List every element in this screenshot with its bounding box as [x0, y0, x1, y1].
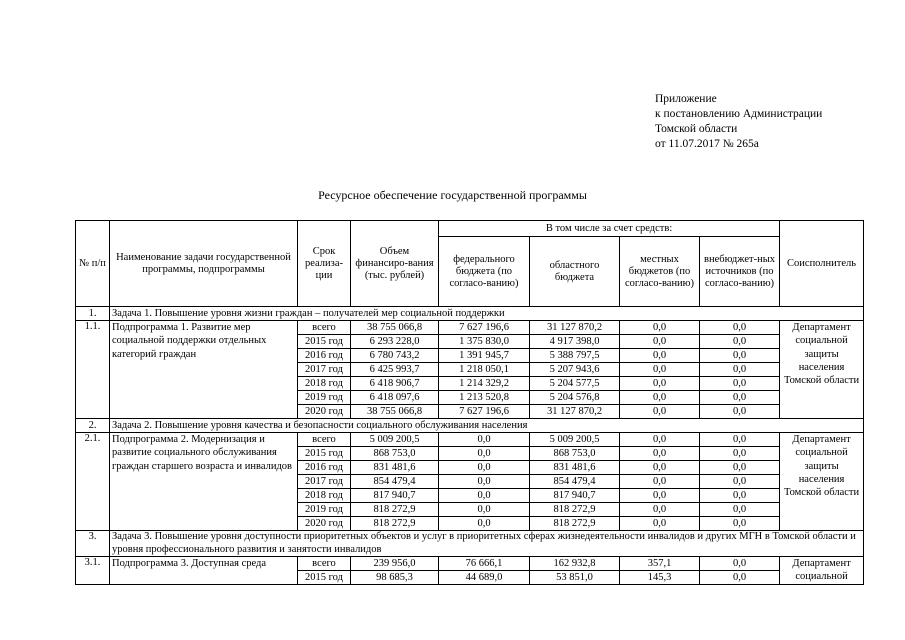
term-cell: 2018 год: [298, 377, 351, 391]
local-cell: 0,0: [620, 321, 700, 335]
term-cell: всего: [298, 321, 351, 335]
subprogram-num: 2.1.: [76, 433, 110, 531]
term-cell: 2020 год: [298, 405, 351, 419]
header-including: В том числе за счет средств:: [439, 221, 780, 237]
federal-cell: 0,0: [439, 433, 530, 447]
federal-cell: 0,0: [439, 475, 530, 489]
volume-cell: 817 940,7: [351, 489, 439, 503]
coexecutor-cell: Департамент социальной защиты населения Томской области: [780, 321, 864, 419]
extra-cell: 0,0: [700, 571, 780, 585]
coexecutor-cell: Департамент социальной: [780, 557, 864, 585]
regional-cell: 5 388 797,5: [530, 349, 620, 363]
regional-cell: 818 272,9: [530, 503, 620, 517]
extra-cell: 0,0: [700, 391, 780, 405]
header-regional: областного бюджета: [530, 237, 620, 307]
term-cell: 2020 год: [298, 517, 351, 531]
subprogram-num: 1.1.: [76, 321, 110, 419]
extra-cell: 0,0: [700, 447, 780, 461]
extra-cell: 0,0: [700, 503, 780, 517]
local-cell: 0,0: [620, 461, 700, 475]
local-cell: 0,0: [620, 447, 700, 461]
local-cell: 0,0: [620, 503, 700, 517]
volume-cell: 854 479,4: [351, 475, 439, 489]
local-cell: 145,3: [620, 571, 700, 585]
volume-cell: 38 755 066,8: [351, 405, 439, 419]
federal-cell: 0,0: [439, 517, 530, 531]
task-num: 1.: [76, 307, 110, 321]
federal-cell: 44 689,0: [439, 571, 530, 585]
volume-cell: 6 418 906,7: [351, 377, 439, 391]
header-coexecutor: Соисполнитель: [780, 221, 864, 307]
federal-cell: 1 213 520,8: [439, 391, 530, 405]
regional-cell: 31 127 870,2: [530, 405, 620, 419]
extra-cell: 0,0: [700, 363, 780, 377]
local-cell: 0,0: [620, 475, 700, 489]
header-extra: внебюджет-ных источников (по согласо-ванию): [700, 237, 780, 307]
extra-cell: 0,0: [700, 489, 780, 503]
regional-cell: 5 009 200,5: [530, 433, 620, 447]
appendix-block: [655, 92, 822, 152]
subprogram-name: Подпрограмма 2. Модернизация и развитие социального обслуживания граждан старшего возраста и инвалидов: [110, 433, 298, 531]
regional-cell: 817 940,7: [530, 489, 620, 503]
regional-cell: 831 481,6: [530, 461, 620, 475]
resource-table: [75, 220, 864, 585]
term-cell: 2015 год: [298, 571, 351, 585]
term-cell: 2015 год: [298, 447, 351, 461]
volume-cell: 6 293 228,0: [351, 335, 439, 349]
regional-cell: 162 932,8: [530, 557, 620, 571]
federal-cell: 7 627 196,6: [439, 321, 530, 335]
task-title: Задача 2. Повышение уровня качества и безопасности социального обслуживания населения: [110, 419, 864, 433]
extra-cell: 0,0: [700, 433, 780, 447]
local-cell: 0,0: [620, 377, 700, 391]
term-cell: всего: [298, 433, 351, 447]
volume-cell: 818 272,9: [351, 517, 439, 531]
header-volume: Объем финансиро-вания (тыс. рублей): [351, 221, 439, 307]
document-title: Ресурсное обеспечение государственной программы: [318, 188, 587, 202]
term-cell: 2019 год: [298, 503, 351, 517]
local-cell: 0,0: [620, 405, 700, 419]
federal-cell: 1 391 945,7: [439, 349, 530, 363]
extra-cell: 0,0: [700, 349, 780, 363]
federal-cell: 0,0: [439, 461, 530, 475]
federal-cell: 0,0: [439, 447, 530, 461]
header-term: Срок реализа-ции: [298, 221, 351, 307]
appendix-line-1: Приложение: [655, 93, 717, 105]
federal-cell: 1 218 050,1: [439, 363, 530, 377]
federal-cell: 0,0: [439, 503, 530, 517]
federal-cell: 1 375 830,0: [439, 335, 530, 349]
term-cell: 2019 год: [298, 391, 351, 405]
regional-cell: 854 479,4: [530, 475, 620, 489]
local-cell: 0,0: [620, 517, 700, 531]
subprogram-num: 3.1.: [76, 557, 110, 585]
local-cell: 0,0: [620, 433, 700, 447]
volume-cell: 239 956,0: [351, 557, 439, 571]
term-cell: всего: [298, 557, 351, 571]
local-cell: 0,0: [620, 391, 700, 405]
regional-cell: 818 272,9: [530, 517, 620, 531]
volume-cell: 38 755 066,8: [351, 321, 439, 335]
extra-cell: 0,0: [700, 557, 780, 571]
volume-cell: 6 425 993,7: [351, 363, 439, 377]
local-cell: 0,0: [620, 489, 700, 503]
extra-cell: 0,0: [700, 405, 780, 419]
federal-cell: 1 214 329,2: [439, 377, 530, 391]
appendix-line-2: к постановлению Администрации: [655, 108, 823, 120]
volume-cell: 6 780 743,2: [351, 349, 439, 363]
extra-cell: 0,0: [700, 321, 780, 335]
volume-cell: 6 418 097,6: [351, 391, 439, 405]
regional-cell: 868 753,0: [530, 447, 620, 461]
header-num: № п/п: [76, 221, 110, 307]
federal-cell: 0,0: [439, 489, 530, 503]
volume-cell: 5 009 200,5: [351, 433, 439, 447]
volume-cell: 98 685,3: [351, 571, 439, 585]
subprogram-name: Подпрограмма 3. Доступная среда: [110, 557, 298, 585]
extra-cell: 0,0: [700, 377, 780, 391]
task-title: Задача 3. Повышение уровня доступности приоритетных объектов и услуг в приоритетных сферах жизнедеятельности инвалидов и других МГН в Томской области и уровня профессионального развития и занятости инвалидов: [110, 531, 864, 557]
task-num: 3.: [76, 531, 110, 557]
volume-cell: 818 272,9: [351, 503, 439, 517]
regional-cell: 4 917 398,0: [530, 335, 620, 349]
extra-cell: 0,0: [700, 335, 780, 349]
task-title: Задача 1. Повышение уровня жизни граждан – получателей мер социальной поддержки: [110, 307, 864, 321]
task-num: 2.: [76, 419, 110, 433]
term-cell: 2015 год: [298, 335, 351, 349]
federal-cell: 7 627 196,6: [439, 405, 530, 419]
subprogram-name: Подпрограмма 1. Развитие мер социальной поддержки отдельных категорий граждан: [110, 321, 298, 419]
header-name: Наименование задачи государственной программы, подпрограммы: [110, 221, 298, 307]
local-cell: 0,0: [620, 335, 700, 349]
local-cell: 0,0: [620, 363, 700, 377]
regional-cell: 5 204 576,8: [530, 391, 620, 405]
regional-cell: 31 127 870,2: [530, 321, 620, 335]
term-cell: 2018 год: [298, 489, 351, 503]
appendix-line-3: Томской области: [655, 123, 738, 135]
volume-cell: 831 481,6: [351, 461, 439, 475]
header-federal: федерального бюджета (по согласо-ванию): [439, 237, 530, 307]
appendix-line-4: от 11.07.2017 № 265а: [655, 138, 759, 150]
extra-cell: 0,0: [700, 475, 780, 489]
volume-cell: 868 753,0: [351, 447, 439, 461]
regional-cell: 5 204 577,5: [530, 377, 620, 391]
extra-cell: 0,0: [700, 461, 780, 475]
local-cell: 0,0: [620, 349, 700, 363]
local-cell: 357,1: [620, 557, 700, 571]
term-cell: 2017 год: [298, 475, 351, 489]
federal-cell: 76 666,1: [439, 557, 530, 571]
term-cell: 2017 год: [298, 363, 351, 377]
header-local: местных бюджетов (по согласо-ванию): [620, 237, 700, 307]
extra-cell: 0,0: [700, 517, 780, 531]
regional-cell: 53 851,0: [530, 571, 620, 585]
regional-cell: 5 207 943,6: [530, 363, 620, 377]
term-cell: 2016 год: [298, 349, 351, 363]
term-cell: 2016 год: [298, 461, 351, 475]
coexecutor-cell: Департамент социальной защиты населения Томской области: [780, 433, 864, 531]
